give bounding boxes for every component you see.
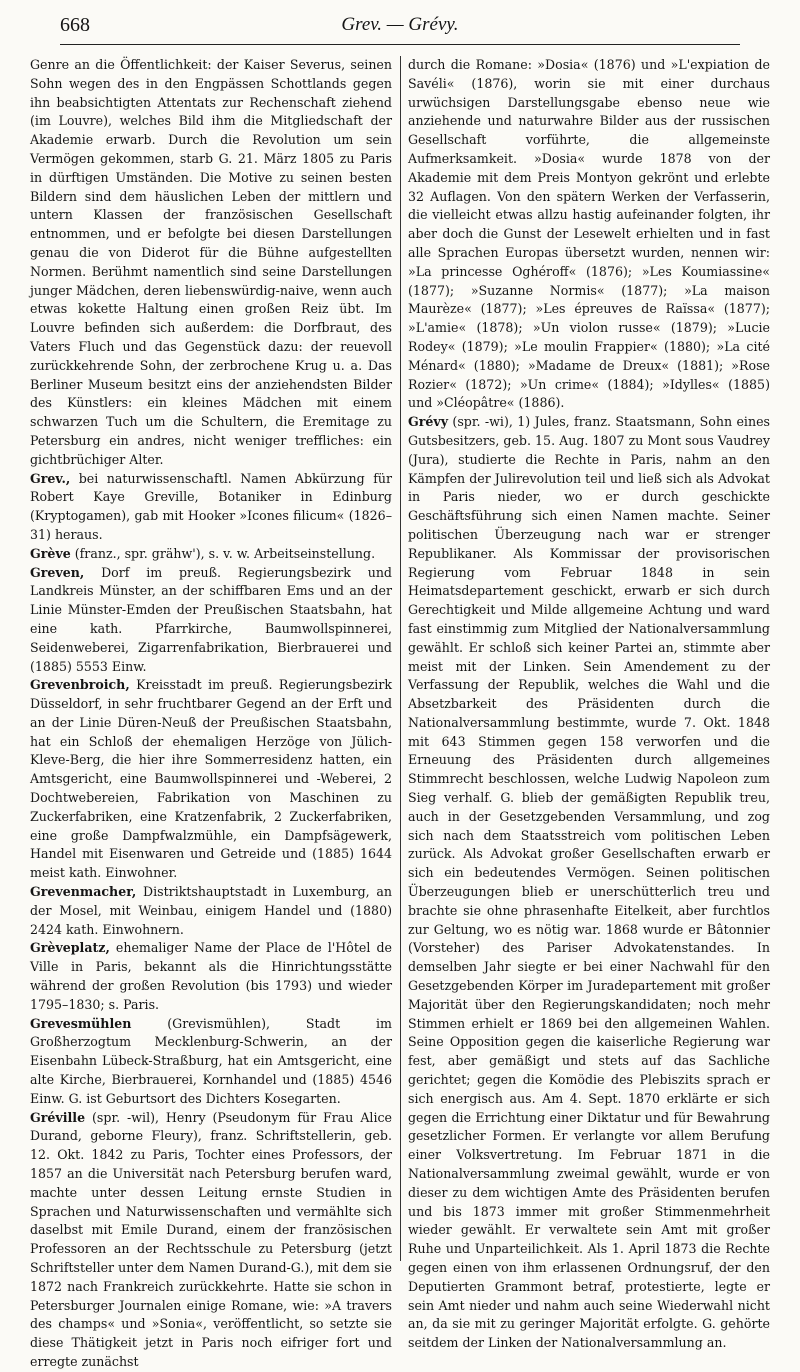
- page-header: [30, 0, 770, 46]
- lemma: Grev.,: [30, 470, 71, 486]
- lemma: Greven,: [30, 564, 85, 580]
- entry-greveplatz: Grèveplatz, ehemaliger Name der Place de l'Hôtel de Ville in Paris, bekannt als die Hinrichtungsstätte während der großen Revolution (bis 1793) und wieder 1795–1830; s. Paris.: [30, 940, 392, 1012]
- right-column: [408, 56, 770, 1351]
- lemma: Grevesmühlen: [30, 1015, 132, 1031]
- text-columns: [30, 56, 770, 1369]
- entry-greve: Grève (franz., spr. grähw'), s. v. w. Arbeitseinstellung.: [30, 545, 376, 561]
- page-number: 668: [60, 14, 90, 36]
- left-column: [30, 56, 392, 1369]
- entry-greville: Gréville (spr. -wil), Henry (Pseudonym für Frau Alice Durand, geborne Fleury), franz. Schriftstellerin, geb. 12. Okt. 1842 zu Paris, Tochter eines Professors, der 1857 an die Universität nach Petersburg berufen ward, machte unter dessen Leitung ernste Studien in Sprachen und Naturwissenschaften und vermählte sich daselbst mit Emile Durand, einem der französischen Professoren an der Rechtsschule zu Petersburg (jetzt Schriftsteller unter dem Namen Durand-G.), mit dem sie 1872 nach Frankreich zurückkehrte. Hatte sie schon in Petersburger Journalen einige Romane, wie: »A travers des champs« und »Sonia«, veröffentlicht, so setzte sie diese Thätigkeit jetzt in Paris noch eifriger fort und erregte zunächst: [30, 1109, 392, 1369]
- lemma: Gréville: [30, 1109, 86, 1125]
- entry-grevy: Grévy (spr. -wi), 1) Jules, franz. Staatsmann, Sohn eines Gutsbesitzers, geb. 15. Aug. 1807 zu Mont sous Vaudrey (Jura), studierte die Rechte in Paris, nahm an den Kämpfen der Julirevolution teil und ließ sich als Advokat in Paris nieder, wo er durch geschickte Geschäftsführung sich einen Namen machte. Seiner politischen Überzeugung nach war er strenger Republikaner. Als Kommissar der provisorischen Regierung vom Februar 1848 in sein Heimatsdepartement geschickt, erwarb er sich durch Gerechtigkeit und Milde allgemeine Achtung und ward fast einstimmig zum Mitglied der Nationalversammlung gewählt. Er schloß sich keiner Partei an, stimmte aber meist mit der Linken. Sein Amendement zu der Verfassung der Republik, welches die Wahl und die Absetzbarkeit des Präsidenten durch die Nationalversammlung bestimmte, wurde 7. Okt. 1848 mit 643 Stimmen gegen 158 verworfen und die Erneuung des Präsidenten durch allgemeines Stimmrecht beschlossen, welche Ludwig Napoleon zum Sieg verhalf. G. blieb der gemäßigten Republik treu, auch in der Gesetzgebenden Versammlung, und zog sich nach dem Staatsstreich vom politischen Leben zurück. Als Advokat großer Gesellschaften erwarb er sich ein bedeutendes Vermögen. Seinen politischen Überzeugungen blieb er unerschütterlich treu und brachte sie ohne phrasenhafte Eitelkeit, aber furchtlos zur Geltung, wo es nötig war. 1868 wurde er Bâtonnier (Vorsteher) des Pariser Advokatenstandes. In demselben Jahr siegte er bei einer Nachwahl für den Gesetzgebenden Körper im Juradepartement mit großer Majorität über den Regierungskandidaten; noch mehr Stimmen erhielt er 1869 bei den allgemeinen Wahlen. Seine Opposition gegen die kaiserliche Regierung war fest, aber gemäßigt und stets auf das Sachliche gerichtet; gegen die Komödie des Plebiszits sprach er sich energisch aus. Am 4. Sept. 1870 erklärte er sich gegen die Errichtung einer Diktatur und für Bewahrung gesetzlicher Formen. Er verlangte vor allem Berufung einer Volksvertretung. Im Februar 1871 in die Nationalversammlung zweimal gewählt, wurde er von dieser zu dem wichtigen Amte des Präsidenten berufen und bis 1873 immer mit großer Stimmenmehrheit wieder gewählt. Er verwaltete sein Amt mit großer Ruhe und Unparteilichkeit. Als 1. April 1873 die Rechte gegen einen von ihm erlassenen Ordnungsruf, der den Deputierten Grammont betraf, protestierte, legte er sein Amt nieder und nahm auch seine Wiederwahl nicht an, da sie mit zu geringer Majorität erfolgte. G. gehörte seitdem der Linken der Nationalversammlung an.: [408, 414, 770, 1351]
- header-rule: [60, 44, 740, 45]
- lemma: Grévy: [408, 414, 449, 430]
- entry-greven: Greven, Dorf im preuß. Regierungsbezirk und Landkreis Münster, an der schiffbaren Ems und an der Linie Münster-Emden der Preußischen Staatsbahn, hat eine kath. Pfarrkirche, Baumwollspinnerei, Seidenweberei, Zigarrenfabrikation, Bierbrauerei und (1885) 5553 Einw.: [30, 564, 392, 674]
- entry-grev: Grev., bei naturwissenschaftl. Namen Abkürzung für Robert Kaye Greville, Botaniker in Edinburg (Kryptogamen), gab mit Hooker »Icones filicum« (1826–31) heraus.: [30, 470, 392, 542]
- entry-grevenbroich: Grevenbroich, Kreisstadt im preuß. Regierungsbezirk Düsseldorf, in sehr fruchtbarer Gegend an der Erft und an der Linie Düren-Neuß der Preußischen Staatsbahn, hat ein Schloß der ehemaligen Herzöge von Jülich-Kleve-Berg, die hier ihre Sommerresidenz hatten, ein Amtsgericht, eine Baumwollspinnerei und -Weberei, 2 Dochtwebereien, Fabrikation von Maschinen zu Zuckerfabriken, eine Kratzenfabrik, 2 Zuckerfabriken, eine große Dampfwalzmühle, ein Dampfsägewerk, Handel mit Eisenwaren und Getreide und (1885) 1644 meist kath. Einwohner.: [30, 677, 392, 881]
- entry-continuation: Genre an die Öffentlichkeit: der Kaiser Severus, seinen Sohn wegen des in den Engpässen Schottlands gegen ihn beabsichtigten Attentats zur Rechenschaft ziehend (im Louvre), welches Bild ihm die Mitgliedschaft der Akademie erwarb. Durch die Revolution um sein Vermögen gekommen, starb G. 21. März 1805 zu Paris in dürftigen Umständen. Die Motive zu seinen besten Bildern sind dem häuslichen Leben der mittlern und untern Klassen der französischen Gesellschaft entnommen, und er befolgte bei diesen Darstellungen genau die von Diderot für die Bühne aufgestellten Normen. Berühmt namentlich sind seine Darstellungen junger Mädchen, deren liebenswürdig-naive, wenn auch etwas kokette Haltung einen großen Reiz übt. Im Louvre befinden sich außerdem: die Dorfbraut, des Vaters Fluch und das Gegenstück dazu: der reuevoll zurückkehrende Sohn, der zerbrochene Krug u. a. Das Berliner Museum besitzt eins der anziehendsten Bilder des Künstlers: ein kleines Mädchen mit einem schwarzen Tuch um die Schultern, die Eremitage zu Petersburg ein andres, nicht weniger treffliches: ein gichtbrüchiger Alter.: [30, 57, 392, 467]
- running-head: Grev. — Grévy.: [341, 14, 459, 35]
- lemma: Grevenbroich,: [30, 677, 130, 693]
- entry-grevesmuehlen: Grevesmühlen (Grevismühlen), Stadt im Großherzogtum Mecklenburg-Schwerin, an der Eisenbahn Lübeck-Straßburg, hat ein Amtsgericht, eine alte Kirche, Bierbrauerei, Kornhandel und (1885) 4546 Einw. G. ist Geburtsort des Dichters Kosegarten.: [30, 1015, 392, 1106]
- column-divider: [400, 56, 401, 1261]
- entry-grevenmacher: Grevenmacher, Distriktshauptstadt in Luxemburg, an der Mosel, mit Weinbau, einigem Handel und (1880) 2424 kath. Einwohnern.: [30, 884, 392, 937]
- lemma: Grevenmacher,: [30, 884, 137, 900]
- lemma: Grèveplatz,: [30, 940, 110, 956]
- entry-greville-continuation: durch die Romane: »Dosia« (1876) und »L'expiation de Savéli« (1876), worin sie mit einer durchaus urwüchsigen Darstellungsgabe ebenso neue wie anziehende und naturwahre Bilder aus der russischen Gesellschaft vorführte, die allgemeinste Aufmerksamkeit. »Dosia« wurde 1878 von der Akademie mit dem Preis Montyon gekrönt und erlebte 32 Auflagen. Von den spätern Werken der Verfasserin, die vielleicht etwas allzu hastig aufeinander folgten, ihr aber doch die Gunst der Lesewelt erhielten und in fast alle Sprachen Europas übersetzt wurden, nennen wir: »La princesse Oghéroff« (1876); »Les Koumiassine« (1877); »Suzanne Normis« (1877); »La maison Maurèze« (1877); »Les épreuves de Raïssa« (1877); »L'amie« (1878); »Un violon russe« (1879); »Lucie Rodey« (1879); »Le moulin Frappier« (1880); »La cité Ménard« (1880); »Madame de Dreux« (1881); »Rose Rozier« (1872); »Un crime« (1884); »Idylles« (1885) und »Cléopâtre« (1886).: [408, 57, 770, 411]
- lemma: Grève: [30, 545, 71, 561]
